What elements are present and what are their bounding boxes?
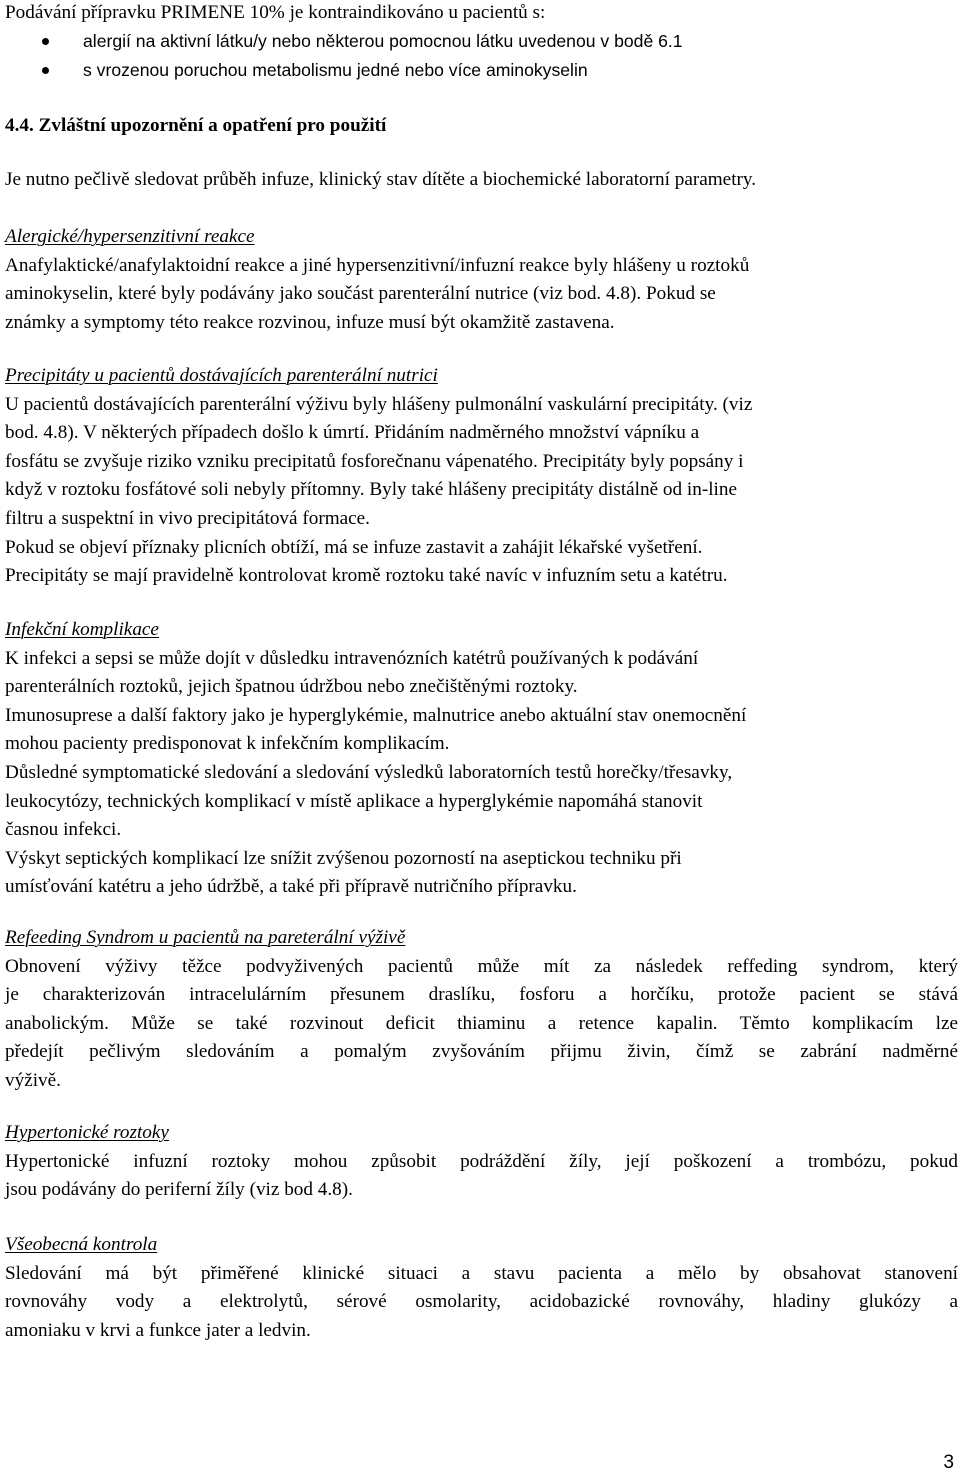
text-line: mohou pacienty predisponovat k infekčním komplikacím.: [5, 733, 450, 755]
page-number: 3: [943, 1452, 954, 1473]
general-monitoring-block: [5, 1231, 958, 1345]
subheading: Precipitáty u pacientů dostávajících parenterální nutrici: [5, 365, 438, 386]
text-line: aminokyselin, které byly podávány jako součást parenterální nutrice (viz bod. 4.8). Pokud se: [5, 283, 716, 305]
subheading: Všeobecná kontrola: [5, 1234, 158, 1255]
text-line: rovnováhy vody a elektrolytů, sérové osmolarity, acidobazické rovnováhy, hladiny glukózy a: [5, 1291, 958, 1313]
infection-block: [5, 616, 958, 902]
subheading: Alergické/hypersenzitivní reakce: [5, 226, 255, 247]
text-line: Sledování má být přiměřené klinické situaci a stavu pacienta a mělo by obsahovat stanovení: [5, 1262, 958, 1284]
text-line: fosfátu se zvyšuje riziko vzniku precipitatů fosforečnanu vápenatého. Precipitáty byly popsány i: [5, 450, 744, 472]
text-line: časnou infekci.: [5, 819, 122, 841]
bullet-icon: [42, 67, 49, 74]
subheading: Hypertonické roztoky: [5, 1122, 169, 1143]
text-line: anabolickým. Může se také rozvinout deficit thiaminu a retence kapalin. Těmto komplikacím lze: [5, 1012, 958, 1034]
contraindication-intro: Podávání přípravku PRIMENE 10% je kontraindikováno u pacientů s:: [5, 2, 546, 23]
text-line: leukocytózy, technických komplikací v místě aplikace a hyperglykémie napomáhá stanovit: [5, 790, 703, 812]
text-line: Precipitáty se mají pravidelně kontrolovat kromě roztoku také navíc v infuzním setu a katétru.: [5, 565, 728, 587]
hypertonic-block: [5, 1119, 958, 1205]
text-line: předejít pečlivým sledováním a pomalým zvyšováním přijmu živin, čímž se zabrání nadměrné: [5, 1041, 958, 1063]
text-line: když v roztoku fosfátové soli nebyly přítomny. Byly také hlášeny precipitáty distálně od in-line: [5, 479, 737, 501]
text-line: Obnovení výživy těžce podvyživených pacientů může mít za následek reffeding syndrom, který: [5, 955, 958, 977]
list-item: s vrozenou poruchou metabolismu jedné nebo více aminokyselin: [5, 56, 958, 85]
text-line: umísťování katétru a jeho údržbě, a také při přípravě nutričního přípravku.: [5, 876, 577, 898]
text-line: jsou podávány do periferní žíly (viz bod 4.8).: [5, 1179, 353, 1201]
text-line: Důsledné symptomatické sledování a sledování výsledků laboratorních testů horečky/třesavky,: [5, 761, 733, 783]
bullet-icon: [42, 38, 49, 45]
text-line: U pacientů dostávajících parenterální výživu byly hlášeny pulmonální vaskulární precipitáty. (viz: [5, 393, 753, 415]
text-line: Imunosuprese a další faktory jako je hyperglykémie, malnutrice anebo aktuální stav onemocnění: [5, 704, 747, 726]
subheading: Infekční komplikace: [5, 619, 159, 640]
text-line: Pokud se objeví příznaky plicních obtíží, má se infuze zastavit a zahájit lékařské vyšetření.: [5, 536, 703, 558]
text-line: filtru a suspektní in vivo precipitátová formace.: [5, 507, 370, 529]
text-line: Výskyt septických komplikací lze snížit zvýšenou pozorností na aseptickou techniku při: [5, 847, 682, 869]
section-intro-paragraph: Je nutno pečlivě sledovat průběh infuze, klinický stav dítěte a biochemické laboratorní parametry.: [5, 169, 757, 190]
text-line: známky a symptomy této reakce rozvinou, infuze musí být okamžitě zastavena.: [5, 311, 615, 333]
text-line: parenterálních roztoků, jejich špatnou údržbou nebo znečištěnými roztoky.: [5, 676, 578, 698]
text-line: Anafylaktické/anafylaktoidní reakce a jiné hypersenzitivní/infuzní reakce byly hlášeny u roztoků: [5, 254, 750, 276]
text-line: amoniaku v krvi a funkce jater a ledvin.: [5, 1319, 311, 1341]
subheading: Refeeding Syndrom u pacientů na pareterální výživě: [5, 927, 406, 948]
refeeding-block: [5, 924, 958, 1096]
text-line: Hypertonické infuzní roztoky mohou způsobit podráždění žíly, její poškození a trombózu, pokud: [5, 1150, 958, 1172]
text-line: bod. 4.8). V některých případech došlo k úmrtí. Přidáním nadměrného množství vápníku a: [5, 422, 700, 444]
text-line: výživě.: [5, 1069, 61, 1091]
allergy-block: [5, 223, 958, 337]
list-item: alergií na aktivní látku/y nebo některou pomocnou látku uvedenou v bodě 6.1: [5, 27, 958, 56]
section-title: 4.4. Zvláštní upozornění a opatření pro použití: [5, 115, 387, 136]
precipitates-block: [5, 362, 958, 591]
contraindication-list: [5, 27, 958, 84]
text-line: je charakterizován intracelulárním přesunem draslíku, fosforu a horčíku, protože pacient se stává: [5, 984, 958, 1006]
text-line: K infekci a sepsi se může dojít v důsledku intravenózních katétrů používaných k podávání: [5, 647, 699, 669]
